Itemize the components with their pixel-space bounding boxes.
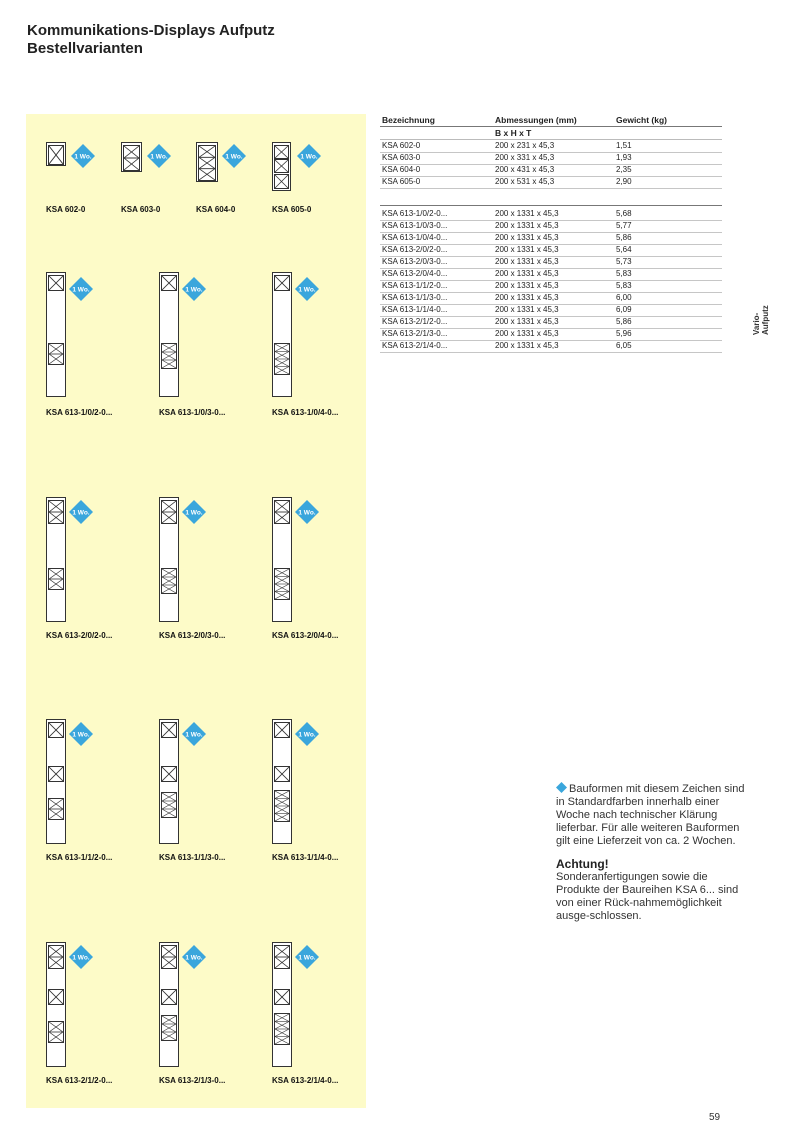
display-module (274, 1013, 290, 1045)
variant-label: KSA 613-1/1/3-0... (159, 853, 226, 862)
header-dimensions-sub: B x H x T (495, 128, 532, 138)
display-module (161, 945, 177, 969)
badge-text: 1 Wo. (72, 954, 90, 962)
display-module (48, 500, 64, 524)
side-label-line-2: Aufputz (761, 305, 770, 335)
cell-name: KSA 613-2/0/2-0... (382, 245, 448, 254)
badge-text: 1 Wo. (150, 153, 168, 161)
cell-weight: 5,64 (616, 245, 632, 254)
page-title (27, 22, 275, 58)
cell-weight: 5,83 (616, 269, 632, 278)
display-icon (159, 942, 179, 1067)
one-week-badge-icon (181, 499, 207, 525)
display-module (274, 568, 290, 600)
display-icon (272, 272, 292, 397)
display-module (274, 343, 290, 375)
cell-name: KSA 613-1/0/4-0... (382, 233, 448, 242)
display-icon (272, 142, 291, 191)
cell-weight: 5,86 (616, 317, 632, 326)
cell-dimensions: 200 x 531 x 45,3 (495, 177, 555, 186)
variant-label: KSA 613-2/0/4-0... (272, 631, 339, 640)
display-module (123, 145, 140, 171)
display-module (274, 790, 290, 822)
badge-text: 1 Wo. (74, 153, 92, 161)
badge-text: 1 Wo. (298, 731, 316, 739)
cell-weight: 5,73 (616, 257, 632, 266)
badge-text: 1 Wo. (185, 954, 203, 962)
cell-weight: 5,68 (616, 209, 632, 218)
side-label-line-1: Vario- (752, 312, 761, 335)
variant-label: KSA 603-0 (121, 205, 161, 214)
badge-text: 1 Wo. (300, 153, 318, 161)
badge-text: 1 Wo. (72, 286, 90, 294)
title-line-1: Kommunikations-Displays Aufputz (27, 22, 275, 39)
cell-dimensions: 200 x 1331 x 45,3 (495, 281, 559, 290)
cell-weight: 5,83 (616, 281, 632, 290)
one-week-badge-icon (68, 276, 94, 302)
one-week-badge-icon (181, 276, 207, 302)
note-text: Bauformen mit diesem Zeichen sind in Standardfarben innerhalb einer Woche nach technischer Klärung lieferbar. Für alle weiteren Bauformen gilt eine Lieferzeit von ca. 2 Wochen. (556, 783, 745, 847)
display-module (161, 766, 177, 782)
display-module (48, 989, 64, 1005)
variant-label: KSA 613-2/1/4-0... (272, 1076, 339, 1085)
cell-weight: 6,09 (616, 305, 632, 314)
cell-name: KSA 613-2/1/2-0... (382, 317, 448, 326)
display-module (161, 275, 177, 291)
badge-text: 1 Wo. (72, 509, 90, 517)
display-module (274, 500, 290, 524)
cell-dimensions: 200 x 231 x 45,3 (495, 141, 555, 150)
badge-text: 1 Wo. (298, 509, 316, 517)
display-icon (272, 942, 292, 1067)
cell-dimensions: 200 x 1331 x 45,3 (495, 305, 559, 314)
cell-name: KSA 613-1/1/3-0... (382, 293, 448, 302)
cell-dimensions: 200 x 1331 x 45,3 (495, 245, 559, 254)
header-dimensions: Abmessungen (mm) (495, 115, 577, 125)
display-module (48, 766, 64, 782)
title-line-2: Bestellvarianten (27, 40, 143, 57)
display-module (161, 343, 177, 369)
cell-name: KSA 613-2/0/4-0... (382, 269, 448, 278)
display-icon (46, 942, 66, 1067)
one-week-badge-icon (294, 944, 320, 970)
display-module (274, 722, 290, 738)
cell-name: KSA 613-1/0/2-0... (382, 209, 448, 218)
display-icon (159, 719, 179, 844)
side-label (752, 295, 770, 335)
display-icon (272, 719, 292, 844)
delivery-note (556, 782, 746, 923)
one-week-badge-icon (146, 143, 172, 169)
display-icon (46, 142, 66, 166)
display-icon (46, 272, 66, 397)
variant-label: KSA 613-1/0/2-0... (46, 408, 113, 417)
cell-name: KSA 605-0 (382, 177, 421, 186)
badge-text: 1 Wo. (185, 286, 203, 294)
badge-text: 1 Wo. (298, 286, 316, 294)
cell-dimensions: 200 x 1331 x 45,3 (495, 257, 559, 266)
display-module (161, 722, 177, 738)
cell-name: KSA 603-0 (382, 153, 421, 162)
display-module (48, 275, 64, 291)
cell-dimensions: 200 x 1331 x 45,3 (495, 269, 559, 278)
cell-name: KSA 613-2/1/4-0... (382, 341, 448, 350)
display-module (48, 945, 64, 969)
cell-weight: 6,00 (616, 293, 632, 302)
cell-dimensions: 200 x 1331 x 45,3 (495, 221, 559, 230)
one-week-badge-icon (68, 944, 94, 970)
one-week-badge-icon (221, 143, 247, 169)
one-week-badge-icon (294, 721, 320, 747)
display-module (161, 500, 177, 524)
badge-text: 1 Wo. (72, 731, 90, 739)
display-module (48, 568, 64, 590)
cell-dimensions: 200 x 1331 x 45,3 (495, 341, 559, 350)
display-module (198, 145, 216, 181)
display-icon (46, 719, 66, 844)
display-module (48, 343, 64, 365)
display-icon (159, 272, 179, 397)
cell-weight: 5,86 (616, 233, 632, 242)
variant-label: KSA 605-0 (272, 205, 312, 214)
display-icon (121, 142, 142, 172)
cell-weight: 5,96 (616, 329, 632, 338)
cell-name: KSA 604-0 (382, 165, 421, 174)
cell-weight: 2,35 (616, 165, 632, 174)
display-icon (272, 497, 292, 622)
cell-name: KSA 613-1/1/4-0... (382, 305, 448, 314)
display-icon (196, 142, 218, 182)
one-week-badge-icon (68, 721, 94, 747)
cell-dimensions: 200 x 1331 x 45,3 (495, 317, 559, 326)
display-module (274, 275, 290, 291)
badge-text: 1 Wo. (298, 954, 316, 962)
display-module (161, 792, 177, 818)
variant-label: KSA 613-2/1/2-0... (46, 1076, 113, 1085)
display-module (48, 798, 64, 820)
table-row (380, 340, 722, 353)
variant-label: KSA 613-2/0/3-0... (159, 631, 226, 640)
variant-label: KSA 613-1/0/3-0... (159, 408, 226, 417)
cell-name: KSA 613-2/0/3-0... (382, 257, 448, 266)
display-module (48, 145, 64, 165)
one-week-badge-icon (181, 721, 207, 747)
display-module (161, 1015, 177, 1041)
display-module (274, 174, 289, 189)
display-module (274, 945, 290, 969)
cell-dimensions: 200 x 1331 x 45,3 (495, 293, 559, 302)
note-warning: Sonderanfertigungen sowie die Produkte der Baureihen KSA 6... sind von einer Rück-nahmemöglichkeit ausge-schlossen. (556, 871, 739, 922)
variant-label: KSA 604-0 (196, 205, 236, 214)
badge-text: 1 Wo. (185, 731, 203, 739)
display-module (48, 1021, 64, 1043)
one-week-badge-icon (70, 143, 96, 169)
variant-label: KSA 613-2/1/3-0... (159, 1076, 226, 1085)
one-week-badge-icon (294, 276, 320, 302)
variant-label: KSA 613-1/0/4-0... (272, 408, 339, 417)
display-module (274, 766, 290, 782)
one-week-badge-icon (181, 944, 207, 970)
cell-name: KSA 602-0 (382, 141, 421, 150)
display-icon (46, 497, 66, 622)
cell-dimensions: 200 x 1331 x 45,3 (495, 233, 559, 242)
badge-text: 1 Wo. (185, 509, 203, 517)
display-icon (159, 497, 179, 622)
variant-label: KSA 613-1/1/2-0... (46, 853, 113, 862)
one-week-badge-icon (68, 499, 94, 525)
display-module (274, 989, 290, 1005)
cell-weight: 1,51 (616, 141, 632, 150)
cell-name: KSA 613-2/1/3-0... (382, 329, 448, 338)
display-module (48, 722, 64, 738)
cell-name: KSA 613-1/1/2-0... (382, 281, 448, 290)
cell-weight: 5,77 (616, 221, 632, 230)
variant-label: KSA 613-1/1/4-0... (272, 853, 339, 862)
display-module (274, 145, 289, 159)
one-week-badge-icon (296, 143, 322, 169)
page-number: 59 (709, 1112, 721, 1123)
display-module (161, 568, 177, 594)
note-heading: Achtung! (556, 857, 609, 871)
display-module (274, 159, 289, 173)
cell-name: KSA 613-1/0/3-0... (382, 221, 448, 230)
display-module (161, 989, 177, 1005)
table-row (380, 176, 722, 189)
header-weight: Gewicht (kg) (616, 115, 668, 125)
header-name: Bezeichnung (382, 115, 435, 125)
cell-dimensions: 200 x 1331 x 45,3 (495, 329, 559, 338)
one-week-badge-icon (556, 782, 567, 793)
cell-dimensions: 200 x 431 x 45,3 (495, 165, 555, 174)
one-week-badge-icon (294, 499, 320, 525)
cell-dimensions: 200 x 331 x 45,3 (495, 153, 555, 162)
variant-label: KSA 602-0 (46, 205, 86, 214)
cell-weight: 1,93 (616, 153, 632, 162)
badge-text: 1 Wo. (225, 153, 243, 161)
cell-weight: 2,90 (616, 177, 632, 186)
variant-label: KSA 613-2/0/2-0... (46, 631, 113, 640)
cell-dimensions: 200 x 1331 x 45,3 (495, 209, 559, 218)
cell-weight: 6,05 (616, 341, 632, 350)
